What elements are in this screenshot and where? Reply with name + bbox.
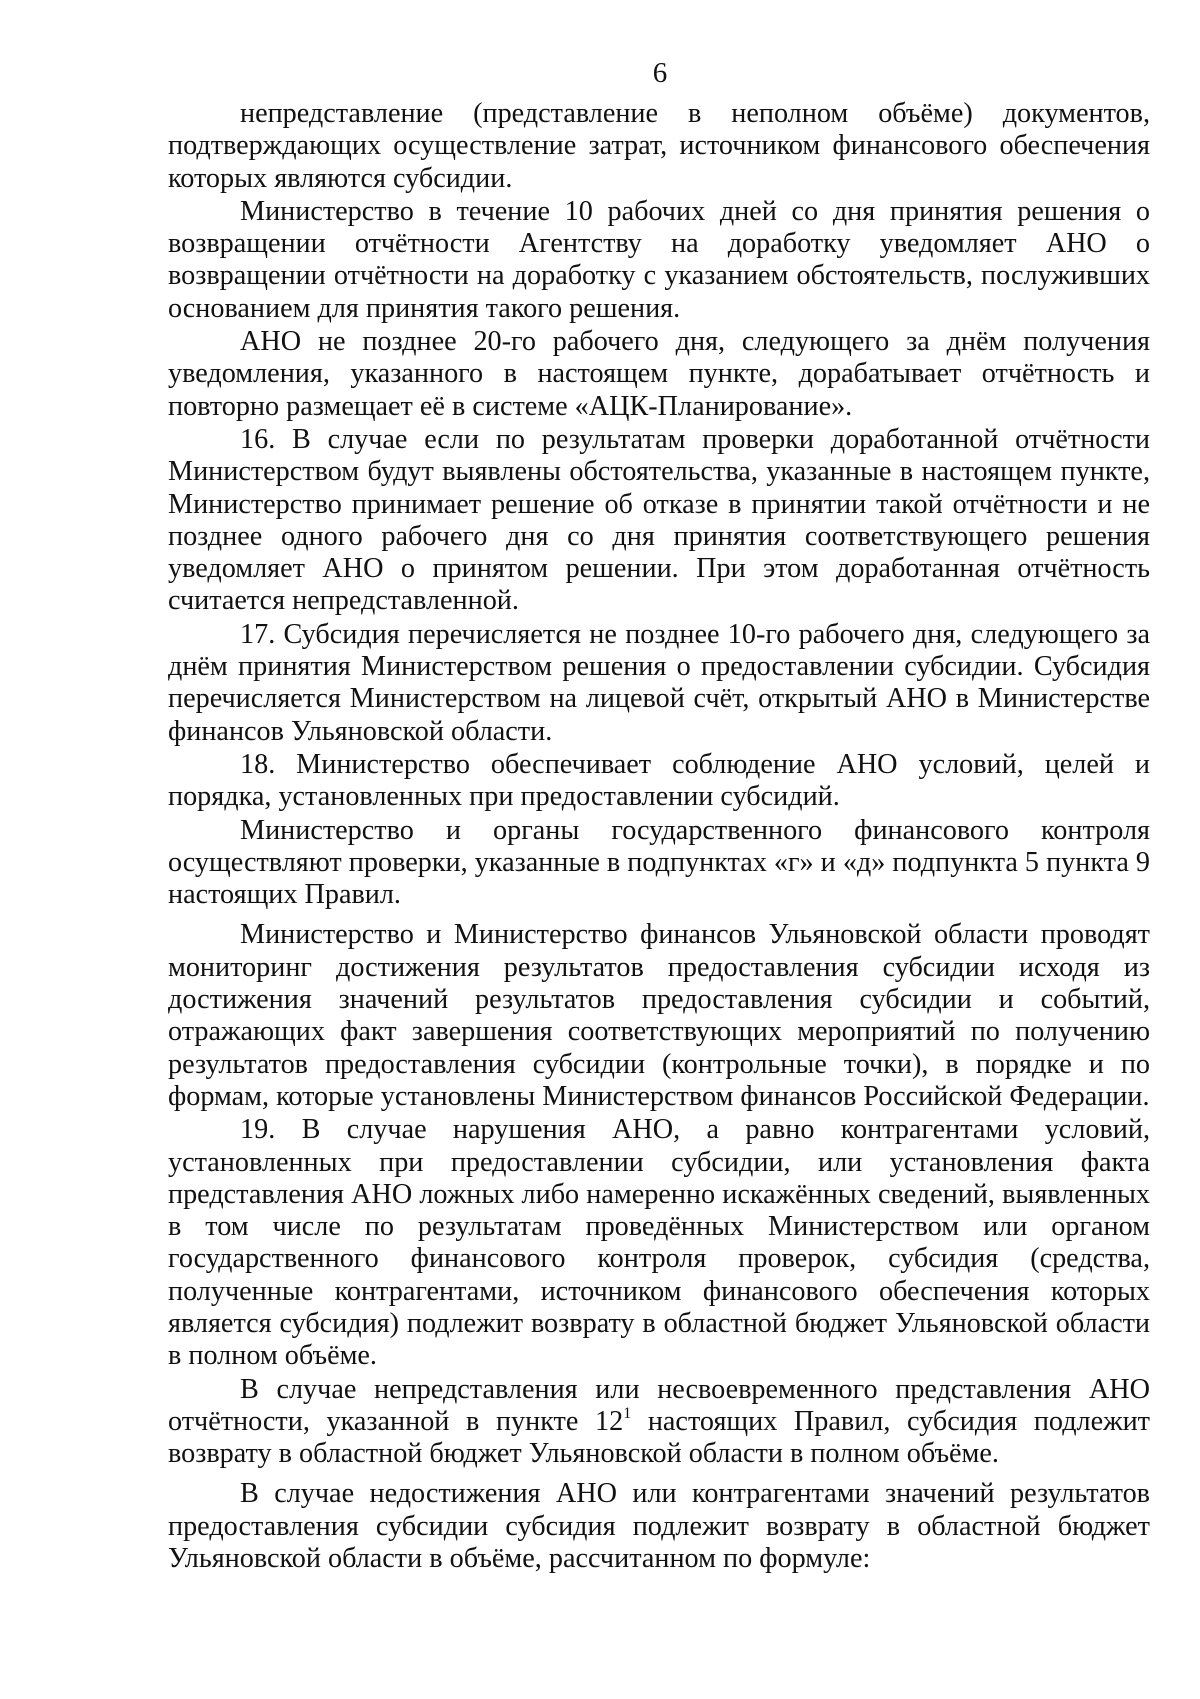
clause-superscript: 1 [623, 1404, 632, 1422]
paragraph-late-report-text-before: В случае непредставления или несвоевременного представления АНО отчётности, указанной в пункте 12 [168, 1373, 1150, 1437]
paragraph-unsubmitted-documents: непредставление (представление в неполном объёме) документов, подтверждающих осуществление затрат, источником финансового обеспечения которых являются субсидии. [168, 98, 1150, 194]
document-body [168, 98, 1150, 1576]
paragraph-item-18: 18. Министерство обеспечивает соблюдение АНО условий, целей и порядка, установленных при предоставлении субсидий. [168, 748, 1150, 813]
paragraph-report-resubmission: АНО не позднее 20-го рабочего дня, следующего за днём получения уведомления, указанного в настоящем пункте, дорабатывает отчётность и повторно размещает её в системе «АЦК-Планирование». [168, 326, 1150, 422]
paragraph-late-report-text-after: настоящих Правил, субсидия подлежит возврату в областной бюджет Ульяновской области в полном объёме. [168, 1405, 1151, 1470]
paragraph-refund-formula-intro: В случае недостижения АНО или контрагентами значений результатов предоставления субсидии субсидия подлежит возврату в областной бюджет Ульяновской области в объёме, рассчитанном по формуле: [168, 1478, 1150, 1575]
paragraph-audits: Министерство и органы государственного финансового контроля осуществляют проверки, указанные в подпунктах «г» и «д» подпункта 5 пункта 9 настоящих Правил. [168, 814, 1150, 911]
paragraph-item-16: 16. В случае если по результатам проверки доработанной отчётности Министерством будут выявлены обстоятельства, указанные в настоящем пункте, Министерство принимает решение об отказе в принятии такой отчётности и не позднее одного рабочего дня со дня принятия соответствующего решения уведомляет АНО о принятом решении. При этом доработанная отчётность считается непредставленной. [168, 423, 1150, 617]
paragraph-late-report-refund [168, 1374, 1150, 1471]
paragraph-item-19: 19. В случае нарушения АНО, а равно контрагентами условий, установленных при предоставлении субсидии, или установления факта представления АНО ложных либо намеренно искажённых сведений, выявленных в том числе по результатам проведённых Министерством или органом государственного финансового контроля проверок, субсидия (средства, полученные контрагентами, источником финансового обеспечения которых является субсидия) подлежит возврату в областной бюджет Ульяновской области в полном объёме. [168, 1114, 1150, 1372]
paragraph-monitoring: Министерство и Министерство финансов Ульяновской области проводят мониторинг достижения результатов предоставления субсидии исходя из достижения значений результатов предоставления субсидии и событий, отражающих факт завершения соответствующих мероприятий по получению результатов предоставления субсидии (контрольные точки), в порядке и по формам, которые установлены Министерством финансов Российской Федерации. [168, 919, 1150, 1112]
paragraph-report-return-notice: Министерство в течение 10 рабочих дней со дня принятия решения о возвращении отчётности Агентству на доработку уведомляет АНО о возвращении отчётности на доработку с указанием обстоятельств, послуживших основанием для принятия такого решения. [168, 195, 1150, 324]
page-number: 6 [652, 57, 668, 89]
paragraph-item-17: 17. Субсидия перечисляется не позднее 10-го рабочего дня, следующего за днём принятия Министерством решения о предоставлении субсидии. Субсидия перечисляется Министерством на лицевой счёт, открытый АНО в Министерстве финансов Ульяновской области. [168, 618, 1150, 747]
